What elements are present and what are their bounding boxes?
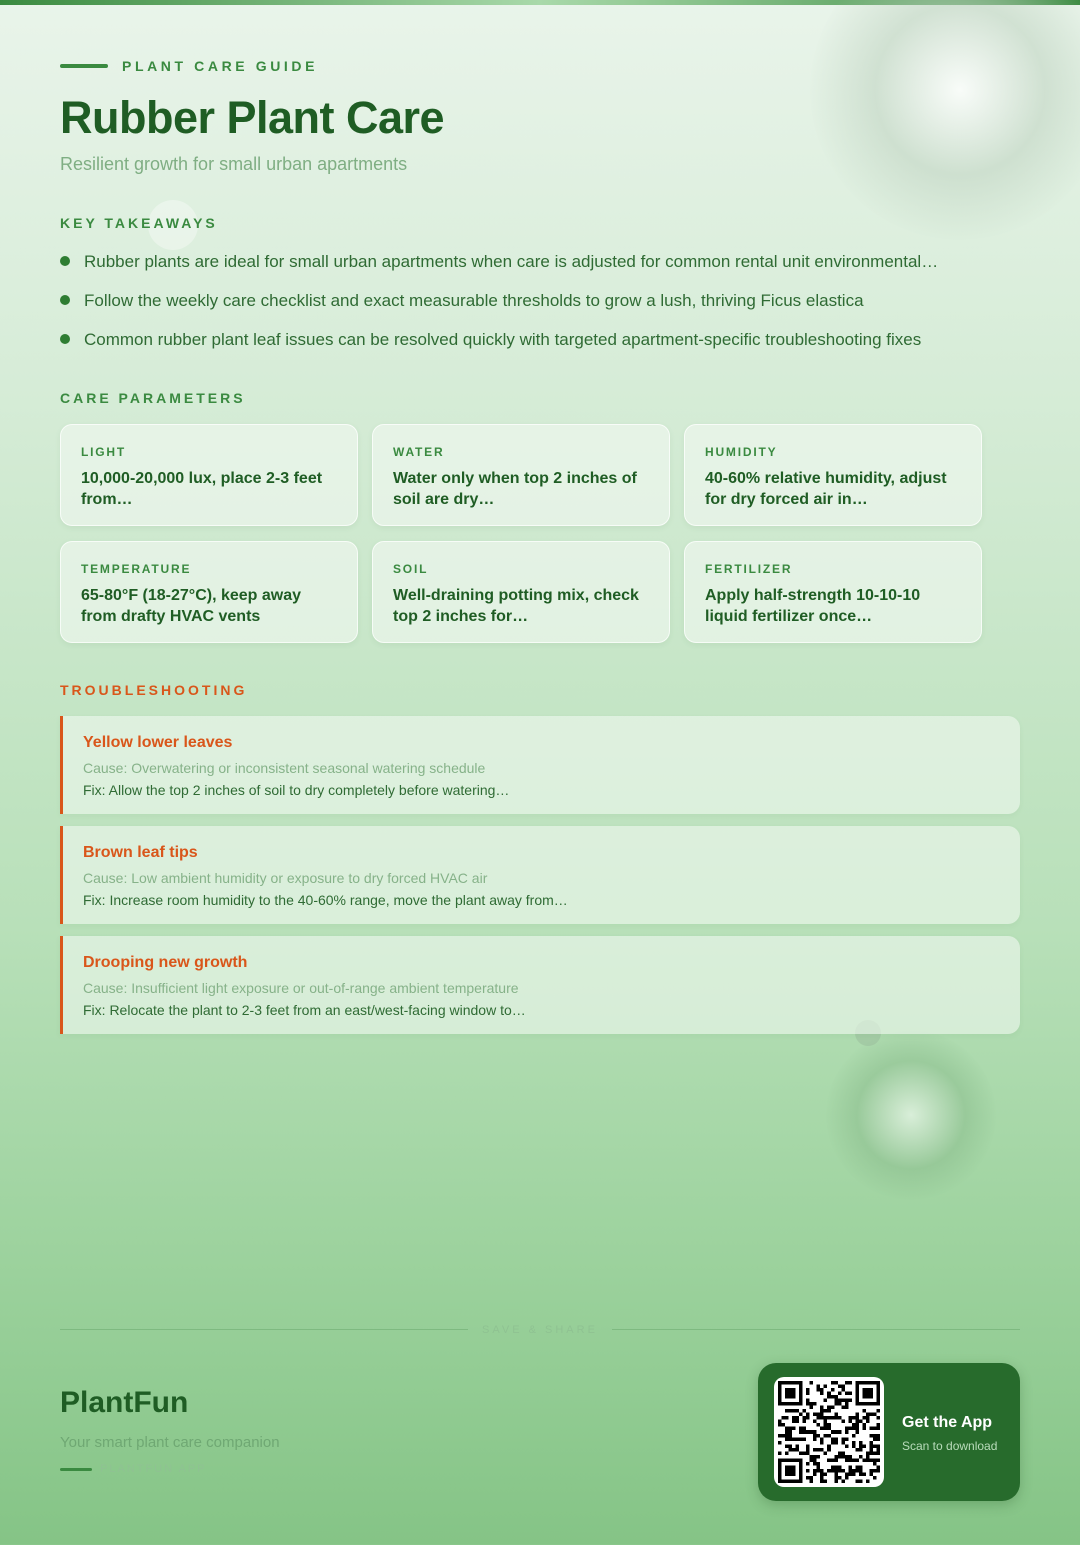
param-label: FERTILIZER [705, 562, 793, 576]
brand-footer [60, 1463, 207, 1475]
issue-title: Brown leaf tips [83, 844, 198, 861]
issue-fix: Fix: Allow the top 2 inches of soil to dry completely before watering… [83, 782, 510, 798]
takeaway-item [60, 289, 1020, 328]
param-card-light[interactable] [60, 424, 358, 526]
brand-footer-line [60, 1468, 92, 1471]
eyebrow-label: PLANT CARE GUIDE [122, 58, 319, 74]
param-value: Apply half-strength 10-10-10 liquid fertilizer once… [705, 587, 921, 625]
takeaway-item [60, 250, 1020, 289]
issue-fix: Fix: Increase room humidity to the 40-60% range, move the plant away from… [83, 892, 568, 908]
key-takeaways-heading: KEY TAKEAWAYS [60, 215, 218, 231]
brand-tagline: Your smart plant care companion [60, 1434, 280, 1451]
decorative-blob [810, 0, 1080, 240]
bullet-icon [60, 334, 70, 344]
bullet-icon [60, 256, 70, 266]
issue-cause: Cause: Insufficient light exposure or out-of-range ambient temperature [83, 980, 519, 996]
param-value: 10,000-20,000 lux, place 2-3 feet from… [81, 470, 323, 508]
param-value: Water only when top 2 inches of soil are dry… [393, 470, 637, 508]
qr-code-graphic [778, 1381, 880, 1483]
param-label: LIGHT [81, 445, 126, 459]
decorative-blob [826, 1030, 996, 1200]
param-card-water[interactable] [372, 424, 670, 526]
param-label: SOIL [393, 562, 429, 576]
issue-card[interactable] [60, 716, 1020, 814]
issue-card[interactable] [60, 936, 1020, 1034]
takeaway-text: Rubber plants are ideal for small urban apartments when care is adjusted for common rental unit environmental… [84, 252, 939, 271]
takeaway-item [60, 328, 1020, 367]
param-card-soil[interactable] [372, 541, 670, 643]
issue-fix: Fix: Relocate the plant to 2-3 feet from an east/west-facing window to… [83, 1002, 526, 1018]
takeaway-text: Common rubber plant leaf issues can be resolved quickly with targeted apartment-specific troubleshooting fixes [84, 330, 922, 349]
issue-title: Drooping new growth [83, 954, 248, 971]
key-takeaways-list [60, 250, 1020, 367]
page-subtitle: Resilient growth for small urban apartments [60, 154, 408, 174]
care-parameters-grid [60, 424, 984, 643]
eyebrow-line [60, 64, 108, 68]
issue-cause: Cause: Overwatering or inconsistent seasonal watering schedule [83, 760, 486, 776]
save-share-divider [60, 1322, 1020, 1338]
brand-name: PlantFun [60, 1386, 189, 1419]
issue-title: Yellow lower leaves [83, 734, 233, 751]
troubleshooting-list [60, 716, 1020, 1046]
care-parameters-heading: CARE PARAMETERS [60, 390, 246, 406]
param-card-temperature[interactable] [60, 541, 358, 643]
takeaway-text: Follow the weekly care checklist and exact measurable thresholds to grow a lush, thriving Ficus elastica [84, 291, 864, 310]
param-card-humidity[interactable] [684, 424, 982, 526]
brand-footer-label: PLANTFUN APP [100, 1463, 207, 1475]
bullet-icon [60, 295, 70, 305]
divider-line [612, 1329, 1020, 1330]
param-label: WATER [393, 445, 445, 459]
param-label: HUMIDITY [705, 445, 778, 459]
divider-label: SAVE & SHARE [482, 1324, 598, 1336]
issue-cause: Cause: Low ambient humidity or exposure to dry forced HVAC air [83, 870, 488, 886]
param-card-fertilizer[interactable] [684, 541, 982, 643]
troubleshooting-heading: TROUBLESHOOTING [60, 682, 248, 698]
param-value: 40-60% relative humidity, adjust for dry forced air in… [705, 470, 947, 508]
param-value: Well-draining potting mix, check top 2 inches for… [393, 587, 639, 625]
param-value: 65-80°F (18-27°C), keep away from drafty HVAC vents [81, 587, 302, 625]
eyebrow [60, 58, 318, 74]
get-app-title: Get the App [902, 1414, 993, 1431]
issue-card[interactable] [60, 826, 1020, 924]
page-title: Rubber Plant Care [60, 92, 445, 143]
qr-code-icon[interactable] [774, 1377, 884, 1487]
get-app-card[interactable] [758, 1363, 1020, 1501]
param-label: TEMPERATURE [81, 562, 192, 576]
get-app-subtitle: Scan to download [902, 1439, 998, 1453]
